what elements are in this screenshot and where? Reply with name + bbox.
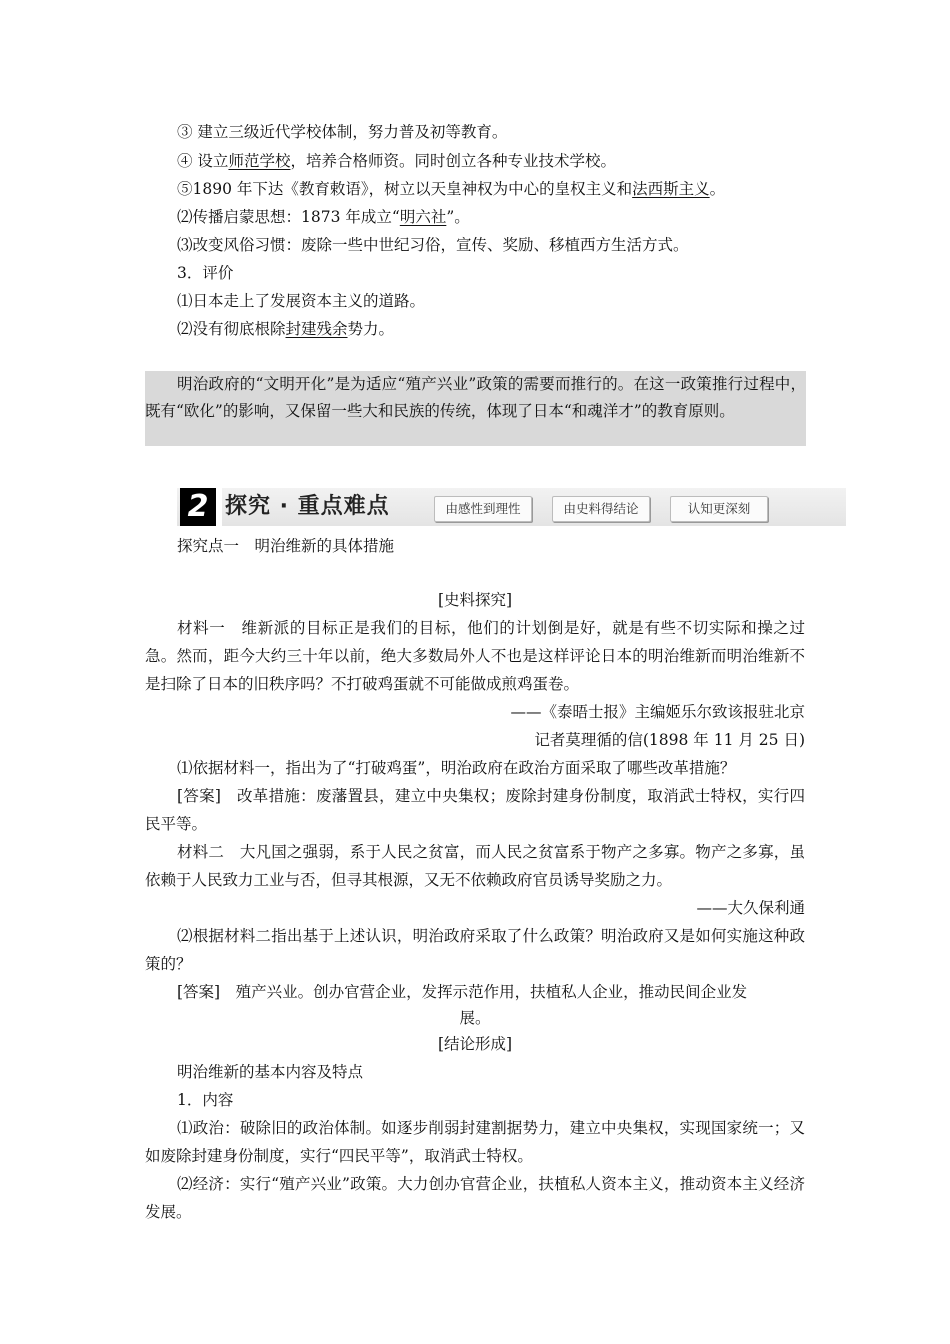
material-paragraph: 材料一 维新派的目标正是我们的目标，他们的计划倒是好，就是有些不切实际和操之过急。然而，距今大约三十年以前，绝大多数局外人不也是这样评论日本的明治维新而明治维新不是扫除了日本的旧秩序吗？不打破鸡蛋就不可能做成煎鸡蛋卷。 — [145, 619, 805, 693]
text-segment: ⑵没有彻底根除 — [177, 320, 286, 338]
text-segment: ”。 — [446, 208, 470, 226]
answer-paragraph: [答案] 改革措施：废藩置县，建立中央集权；废除封建身份制度，取消武士特权，实行四民平等。 — [145, 787, 805, 833]
text-line — [177, 118, 507, 146]
text-line-content: ⑶改变风俗习惯：废除一些中世纪习俗，宣传、奖励、移植西方生活方式。 — [177, 236, 689, 254]
text-line — [177, 287, 425, 315]
note-text: 明治政府的“文明开化”是为适应“殖产兴业”政策的需要而推行的。在这一政策推行过程中，既有“欧化”的影响，又保留一些大和民族的传统，体现了日本“和魂洋才”的教育原则。 — [145, 375, 806, 420]
text-line — [177, 203, 470, 231]
section-banner-title: 探究 · 重点难点 — [225, 494, 390, 519]
question-paragraph: ⑴依据材料一，指出为了“打破鸡蛋”，明治政府在政治方面采取了哪些改革措施？ — [177, 759, 736, 777]
question-paragraph: ⑵根据材料二指出基于上述认识，明治政府采取了什么政策？明治政府又是如何实施这种政策的？ — [145, 927, 805, 973]
text-segment: ④ 设立 — [177, 152, 229, 170]
text-segment: 势力。 — [347, 320, 395, 338]
answer-line: [答案] 殖产兴业。创办官营企业，发挥示范作用，扶植私人企业，推动民间企业发 — [177, 983, 748, 1001]
underlined-term: 封建残余 — [285, 320, 348, 338]
section-number-badge: 2 — [180, 488, 216, 526]
section-heading: 探究点一 明治维新的具体措施 — [177, 537, 395, 555]
text-line-content: ③ 建立三级近代学校体制，努力普及初等教育。 — [177, 123, 508, 141]
underlined-term: 明六社 — [399, 208, 447, 226]
text-line-content: ⑴日本走上了发展资本主义的道路。 — [177, 292, 426, 310]
material-paragraph: 材料二 大凡国之强弱，系于人民之贫富，而人民之贫富系于物产之多寡。物产之多寡，虽依赖于人民致力工业与否，但寻其根源，又无不依赖政府官员诱导奖励之力。 — [145, 843, 805, 889]
content-paragraph: ⑵经济：实行“殖产兴业”政策。大力创办官营企业，扶植私人资本主义，推动资本主义经济发展。 — [145, 1175, 805, 1221]
text-line — [177, 231, 689, 259]
text-segment: ⑤1890 年下达《教育敕语》，树立以天皇神权为中心的皇权主义和 — [177, 180, 633, 198]
text-line — [177, 259, 233, 287]
text-line — [177, 147, 616, 175]
tag-button-1: 由感性到理性 — [434, 496, 532, 522]
underlined-term: 师范学校 — [228, 152, 291, 170]
text-line-content: 3．评价 — [177, 264, 234, 282]
content-paragraph: ⑴政治：破除旧的政治体制。如逐步削弱封建割据势力，建立中央集权，实现国家统一；又如废除封建身份制度，实行“四民平等”，取消武士特权。 — [145, 1119, 805, 1165]
text-segment: ，培养合格师资。同时创立各种专业技术学校。 — [290, 152, 616, 170]
text-line — [177, 175, 725, 203]
source-line: ——大久保利通 — [696, 899, 805, 917]
highlight-note-box — [145, 371, 806, 446]
text-line: 明治维新的基本内容及特点 — [177, 1063, 364, 1081]
tag-button-2: 由史料得结论 — [552, 496, 650, 522]
text-segment: 。 — [709, 180, 726, 198]
source-line: 记者莫理循的信(1898 年 11 月 25 日) — [534, 731, 805, 749]
source-line: ——《泰晤士报》主编姬乐尔致该报驻北京 — [510, 703, 805, 721]
answer-line: 展。 — [459, 1009, 491, 1027]
subsection-label: [史料探究] — [437, 591, 513, 609]
text-line — [177, 315, 394, 343]
section-banner — [177, 488, 846, 526]
text-line: 1．内容 — [177, 1091, 234, 1109]
text-segment: ⑵传播启蒙思想：1873 年成立“ — [177, 208, 400, 226]
underlined-term: 法西斯主义 — [632, 180, 710, 198]
tag-button-3: 认知更深刻 — [670, 496, 768, 522]
subsection-label: [结论形成] — [437, 1035, 513, 1053]
